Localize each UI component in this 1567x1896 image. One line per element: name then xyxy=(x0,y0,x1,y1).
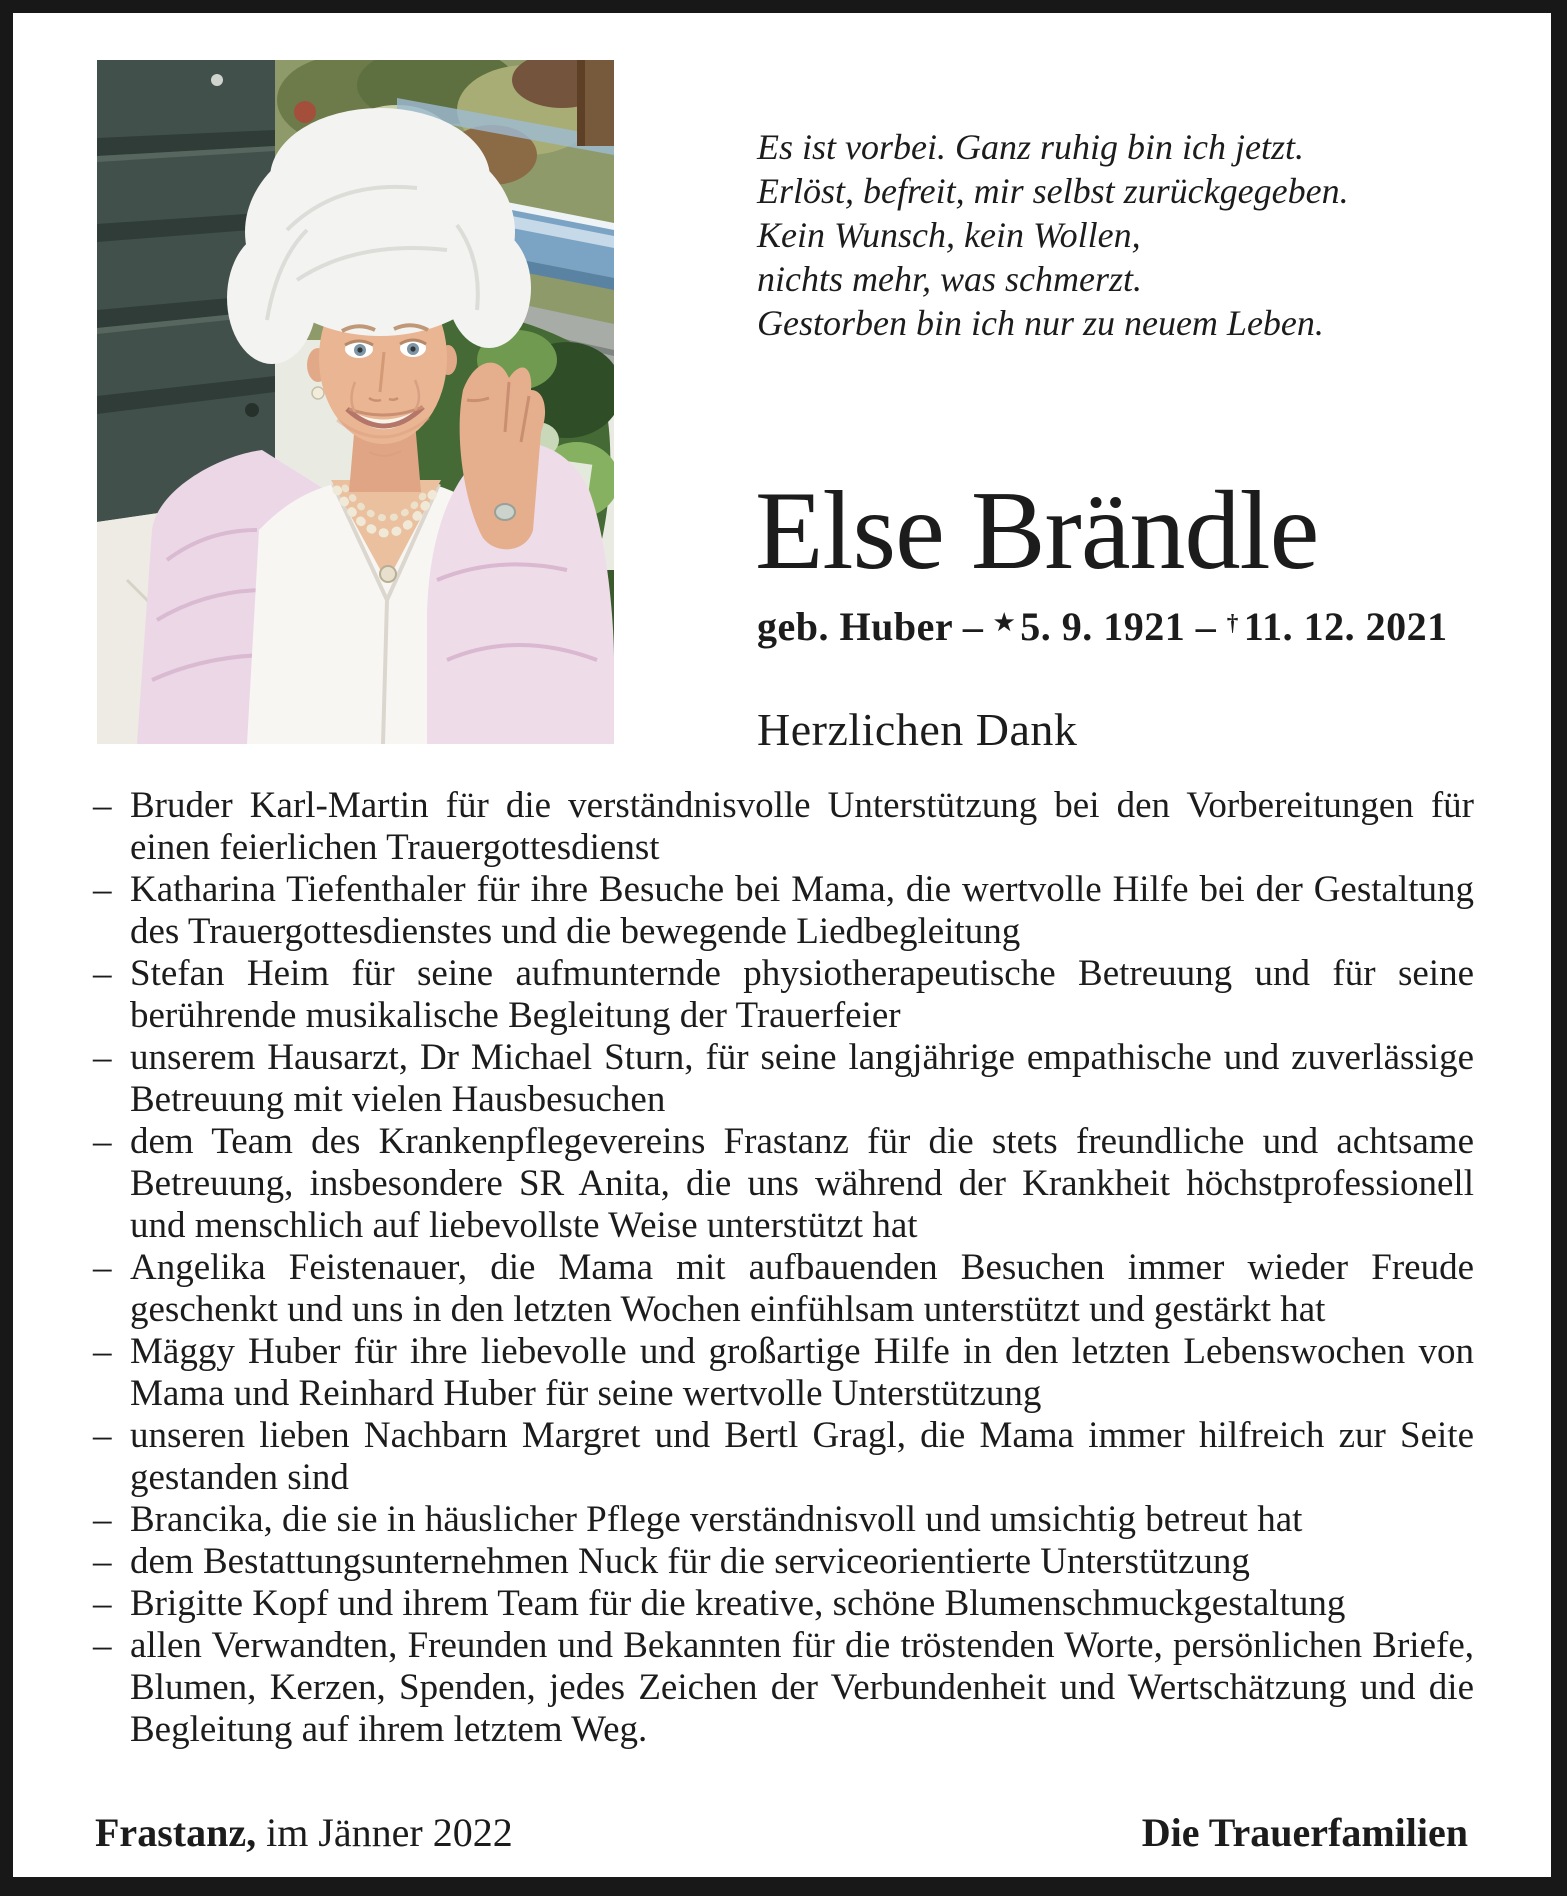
thanks-item xyxy=(93,1415,1474,1499)
list-dash: – xyxy=(93,1541,112,1582)
thanks-item xyxy=(93,1121,1474,1247)
thanks-item xyxy=(93,785,1474,869)
list-dash: – xyxy=(93,1625,112,1666)
thanks-item xyxy=(93,869,1474,953)
list-dash: – xyxy=(93,869,112,910)
poem-line: Es ist vorbei. Ganz ruhig bin ich jetzt. xyxy=(757,127,1304,167)
signature: Die Trauerfamilien xyxy=(1141,1810,1468,1855)
thanks-list xyxy=(93,785,1474,1751)
list-dash: – xyxy=(93,1415,112,1456)
thanks-item-text: Katharina Tiefenthaler für ihre Besuche bei Mama, die wertvolle Hilfe bei der Gestaltung des Trauergottesdienstes und die bewegende Liedbegleitung xyxy=(130,869,1474,952)
life-dates xyxy=(757,603,1448,650)
birth-date: 5. 9. 1921 – xyxy=(1020,604,1227,649)
thanks-item xyxy=(93,1037,1474,1121)
thanks-item xyxy=(93,1541,1474,1583)
thanks-item xyxy=(93,1583,1474,1625)
poem-line: Gestorben bin ich nur zu neuem Leben. xyxy=(757,303,1324,343)
thanks-item-text: Brancika, die sie in häuslicher Pflege verständnisvoll und umsichtig betreut hat xyxy=(130,1499,1303,1540)
thanks-item-text: dem Bestattungsunternehmen Nuck für die serviceorientierte Unterstützung xyxy=(130,1541,1250,1582)
thanks-item-text: Brigitte Kopf und ihrem Team für die kreative, schöne Blumenschmuckgestaltung xyxy=(130,1583,1346,1624)
list-dash: – xyxy=(93,1331,112,1372)
list-dash: – xyxy=(93,953,112,994)
portrait-photo-illustration xyxy=(97,60,614,744)
place: Frastanz, xyxy=(95,1810,257,1855)
thanks-item-text: allen Verwandten, Freunden und Bekannten für die tröstenden Worte, persönlichen Briefe, Blumen, Kerzen, Spenden, jedes Zeichen der Verbundenheit und Wertschätzung und die Begleitung auf ihrem letztem Weg. xyxy=(130,1625,1474,1750)
poem-line: nichts mehr, was schmerzt. xyxy=(757,259,1142,299)
thanks-item xyxy=(93,1247,1474,1331)
thanks-item-text: dem Team des Krankenpflegevereins Frastanz für die stets freundliche und achtsame Betreuung, insbesondere SR Anita, die uns während der Krankheit höchstprofessionell und menschlich auf liebevollste Weise unterstützt hat xyxy=(130,1121,1474,1246)
memorial-poem xyxy=(757,125,1477,345)
maiden-name: geb. Huber – xyxy=(757,604,994,649)
thanks-item xyxy=(93,1625,1474,1751)
thanks-item xyxy=(93,1331,1474,1415)
list-dash: – xyxy=(93,1499,112,1540)
thanks-item-text: Stefan Heim für seine aufmunternde physiotherapeutische Betreuung und für seine berührende musikalische Begleitung der Trauerfeier xyxy=(130,953,1474,1036)
poem-line: Kein Wunsch, kein Wollen, xyxy=(757,215,1141,255)
thanks-item-text: Bruder Karl-Martin für die verständnisvolle Unterstützung bei den Vorbereitungen für einen feierlichen Trauergottesdienst xyxy=(130,785,1474,868)
thanks-item-text: Angelika Feistenauer, die Mama mit aufbauenden Besuchen immer wieder Freude geschenkt und uns in den letzten Wochen einfühlsam unterstützt und gestärkt hat xyxy=(130,1247,1474,1330)
list-dash: – xyxy=(93,1247,112,1288)
list-dash: – xyxy=(93,785,112,826)
list-dash: – xyxy=(93,1037,112,1078)
death-date: 11. 12. 2021 xyxy=(1243,604,1448,649)
date: im Jänner 2022 xyxy=(256,1810,513,1855)
thanks-item-text: Mäggy Huber für ihre liebevolle und großartige Hilfe in den letzten Lebenswochen von Mama und Reinhard Huber für seine wertvolle Unterstützung xyxy=(130,1331,1474,1414)
place-and-date xyxy=(95,1809,513,1856)
thanks-item xyxy=(93,1499,1474,1541)
thanks-item xyxy=(93,953,1474,1037)
birth-star-icon: ★ xyxy=(993,609,1016,636)
list-dash: – xyxy=(93,1121,112,1162)
portrait-photo xyxy=(97,60,614,744)
thanks-item-text: unseren lieben Nachbarn Margret und Bertl Gragl, die Mama immer hilfreich zur Seite gestanden sind xyxy=(130,1415,1474,1498)
death-cross-icon: † xyxy=(1226,609,1239,636)
poem-line: Erlöst, befreit, mir selbst zurückgegeben. xyxy=(757,171,1349,211)
deceased-name: Else Brändle xyxy=(755,469,1319,593)
thanks-heading: Herzlichen Dank xyxy=(757,704,1078,755)
list-dash: – xyxy=(93,1583,112,1624)
thanks-item-text: unserem Hausarzt, Dr Michael Sturn, für seine langjährige empathische und zuverlässige Betreuung mit vielen Hausbesuchen xyxy=(130,1037,1474,1120)
